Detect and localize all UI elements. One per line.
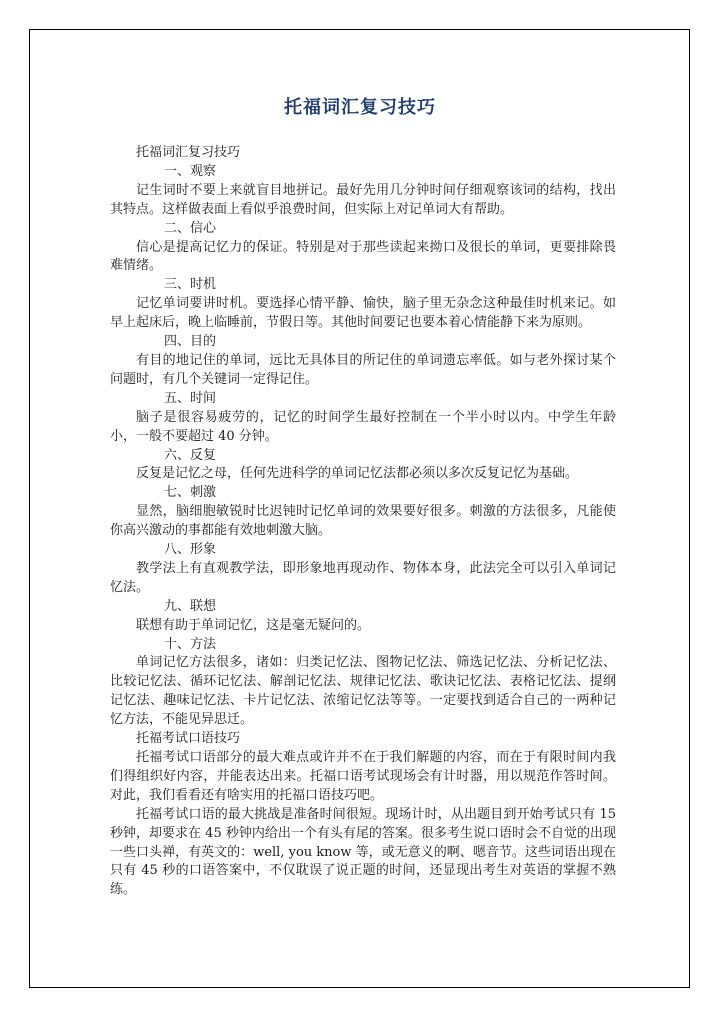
section-heading: 八、形象 [164,542,217,558]
section-heading: 五、时间 [164,390,217,406]
sub-title: 托福词汇复习技巧 [136,145,241,160]
paragraph: 脑子是很容易疲劳的，记忆的时间学生最好控制在一个半小时以内。中学生年龄小，一般不要超过 40 分钟。 [110,409,616,444]
document-body [110,144,616,900]
paragraph: 教学法上有直观教学法，即形象地再现动作、物体本身，此法完全可以引入单词记忆法。 [110,560,616,595]
section-heading: 二、信心 [164,220,217,236]
paragraph: 托福考试口语的最大挑战是准备时间很短。现场计时，从出题目到开始考试只有 15 秒钟，却要求在 45 秒钟内给出一个有头有尾的答案。很多考生说口语时会不自觉的出现一些口头禅，有英文的：well, you know 等，或无意义的啊、嗯音节。这些词语出现在只有 45 秒的口语答案中，不仅耽误了说正题的时间，还显现出考生对英语的掌握不熟练。 [110,806,616,898]
section-heading: 一、观察 [164,163,217,179]
document-title: 托福词汇复习技巧 [284,97,436,118]
paragraph: 记生词时不要上来就盲目地拼记。最好先用几分钟时间仔细观察该词的结构，找出其特点。这样做表面上看似乎浪费时间，但实际上对记单词大有帮助。 [110,182,616,217]
paragraph: 反复是记忆之母，任何先进科学的单词记忆法都必须以多次反复记忆为基础。 [136,466,579,482]
section-heading: 三、时机 [164,277,217,293]
section-heading: 十、方法 [164,636,217,652]
section-heading: 七、刺激 [164,485,217,501]
paragraph: 记忆单词要讲时机。要选择心情平静、愉快，脑子里无杂念这种最佳时机来记。如早上起床后，晚上临睡前，节假日等。其他时间要记也要本着心情能静下来为原则。 [110,296,616,331]
paragraph: 信心是提高记忆力的保证。特别是对于那些读起来拗口及很长的单词，更要排除畏难情绪。 [110,239,616,274]
section-heading: 六、反复 [164,447,217,463]
section-heading: 四、目的 [164,334,217,350]
sub-title: 托福考试口语技巧 [136,731,241,747]
paragraph: 联想有助于单词记忆，这是毫无疑问的。 [136,617,371,633]
paragraph: 显然，脑细胞敏锐时比迟钝时记忆单词的效果要好很多。刺激的方法很多，凡能使你高兴激动的事都能有效地刺激大脑。 [110,504,616,539]
paragraph: 单词记忆方法很多，诸如：归类记忆法、图物记忆法、筛选记忆法、分析记忆法、比较记忆法、循环记忆法、解剖记忆法、规律记忆法、歌诀记忆法、表格记忆法、提纲记忆法、趣味记忆法、卡片记忆法、浓缩记忆法等等。一定要找到适合自己的一两种记忆方法，不能见异思迁。 [110,655,616,728]
section-heading: 九、联想 [164,598,217,614]
paragraph: 托福考试口语部分的最大难点或许并不在于我们解题的内容，而在于有限时间内我们得组织好内容，并能表达出来。托福口语考试现场会有计时器，用以规范作答时间。对此，我们看看还有啥实用的托福口语技巧吧。 [110,750,616,803]
paragraph: 有目的地记住的单词，远比无具体目的所记住的单词遗忘率低。如与老外探讨某个问题时，有几个关键词一定得记住。 [110,352,616,387]
